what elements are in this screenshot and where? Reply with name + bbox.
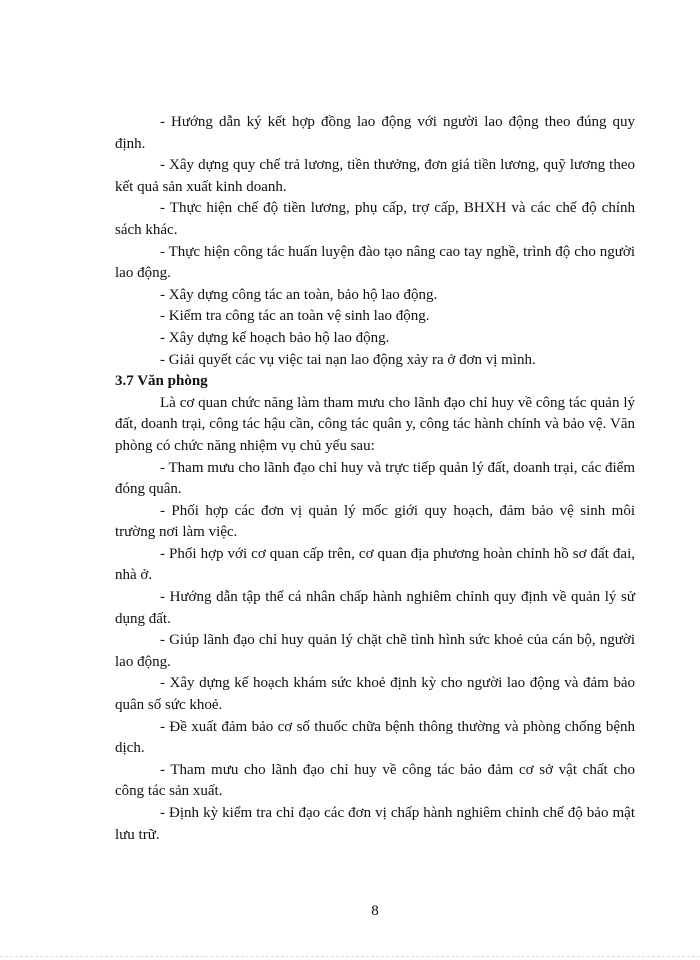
paragraph: - Phối hợp các đơn vị quản lý mốc giới quy hoạch, đảm bảo vệ sinh môi trường nơi làm việc. (115, 502, 635, 541)
paragraph: - Giải quyết các vụ việc tai nạn lao động xảy ra ở đơn vị mình. (160, 351, 536, 368)
section-heading: 3.7 Văn phòng (115, 373, 208, 390)
paragraph: - Xây dựng quy chế trả lương, tiền thưởng, đơn giá tiền lương, quỹ lương theo kết quả sản xuất kinh doanh. (115, 157, 635, 195)
paragraph: Là cơ quan chức năng làm tham mưu cho lãnh đạo chỉ huy về công tác quản lý đất, doanh trại, công tác hậu cần, công tác quân y, công tác hành chính và bảo vệ. Văn phòng có chức năng nhiệm vụ chủ yếu sau: (115, 394, 635, 454)
paragraph: - Xây dựng kế hoạch bảo hộ lao động. (160, 329, 390, 346)
paragraph: - Thực hiện chế độ tiền lương, phụ cấp, trợ cấp, BHXH và các chế độ chính sách khác. (115, 200, 635, 238)
paragraph: - Kiểm tra công tác an toàn vệ sinh lao động. (160, 308, 430, 325)
paragraph: - Thực hiện công tác huấn luyện đào tạo nâng cao tay nghề, trình độ cho người lao động. (115, 243, 635, 282)
paragraph: - Tham mưu cho lãnh đạo chỉ huy về công tác bảo đảm cơ sở vật chất cho công tác sản xuất. (115, 761, 635, 800)
document-body (115, 112, 635, 846)
paragraph: - Xây dựng kế hoạch khám sức khoẻ định kỳ cho người lao động và đảm bảo quân số sức khoẻ. (115, 675, 635, 714)
paragraph: - Xây dựng công tác an toàn, bảo hộ lao động. (160, 286, 438, 303)
paragraph: - Đề xuất đảm bảo cơ số thuốc chữa bệnh thông thường và phòng chống bệnh dịch. (115, 718, 635, 757)
paragraph: - Tham mưu cho lãnh đạo chỉ huy và trực tiếp quản lý đất, doanh trại, các điểm đóng quân. (115, 459, 635, 498)
page-bottom-divider (0, 956, 700, 957)
paragraph: - Định kỳ kiểm tra chỉ đạo các đơn vị chấp hành nghiêm chỉnh chế độ bảo mật lưu trữ. (115, 805, 635, 843)
paragraph: - Hướng dẫn ký kết hợp đồng lao động với người lao động theo đúng quy định. (115, 114, 635, 152)
paragraph: - Phối hợp với cơ quan cấp trên, cơ quan địa phương hoàn chỉnh hồ sơ đất đai, nhà ở. (115, 545, 635, 584)
page-number: 8 (371, 903, 379, 919)
paragraph: - Giúp lãnh đạo chỉ huy quản lý chặt chẽ tình hình sức khoẻ của cán bộ, người lao động. (115, 632, 635, 670)
paragraph: - Hướng dẫn tập thể cá nhân chấp hành nghiêm chỉnh quy định về quản lý sử dụng đất. (115, 589, 635, 627)
